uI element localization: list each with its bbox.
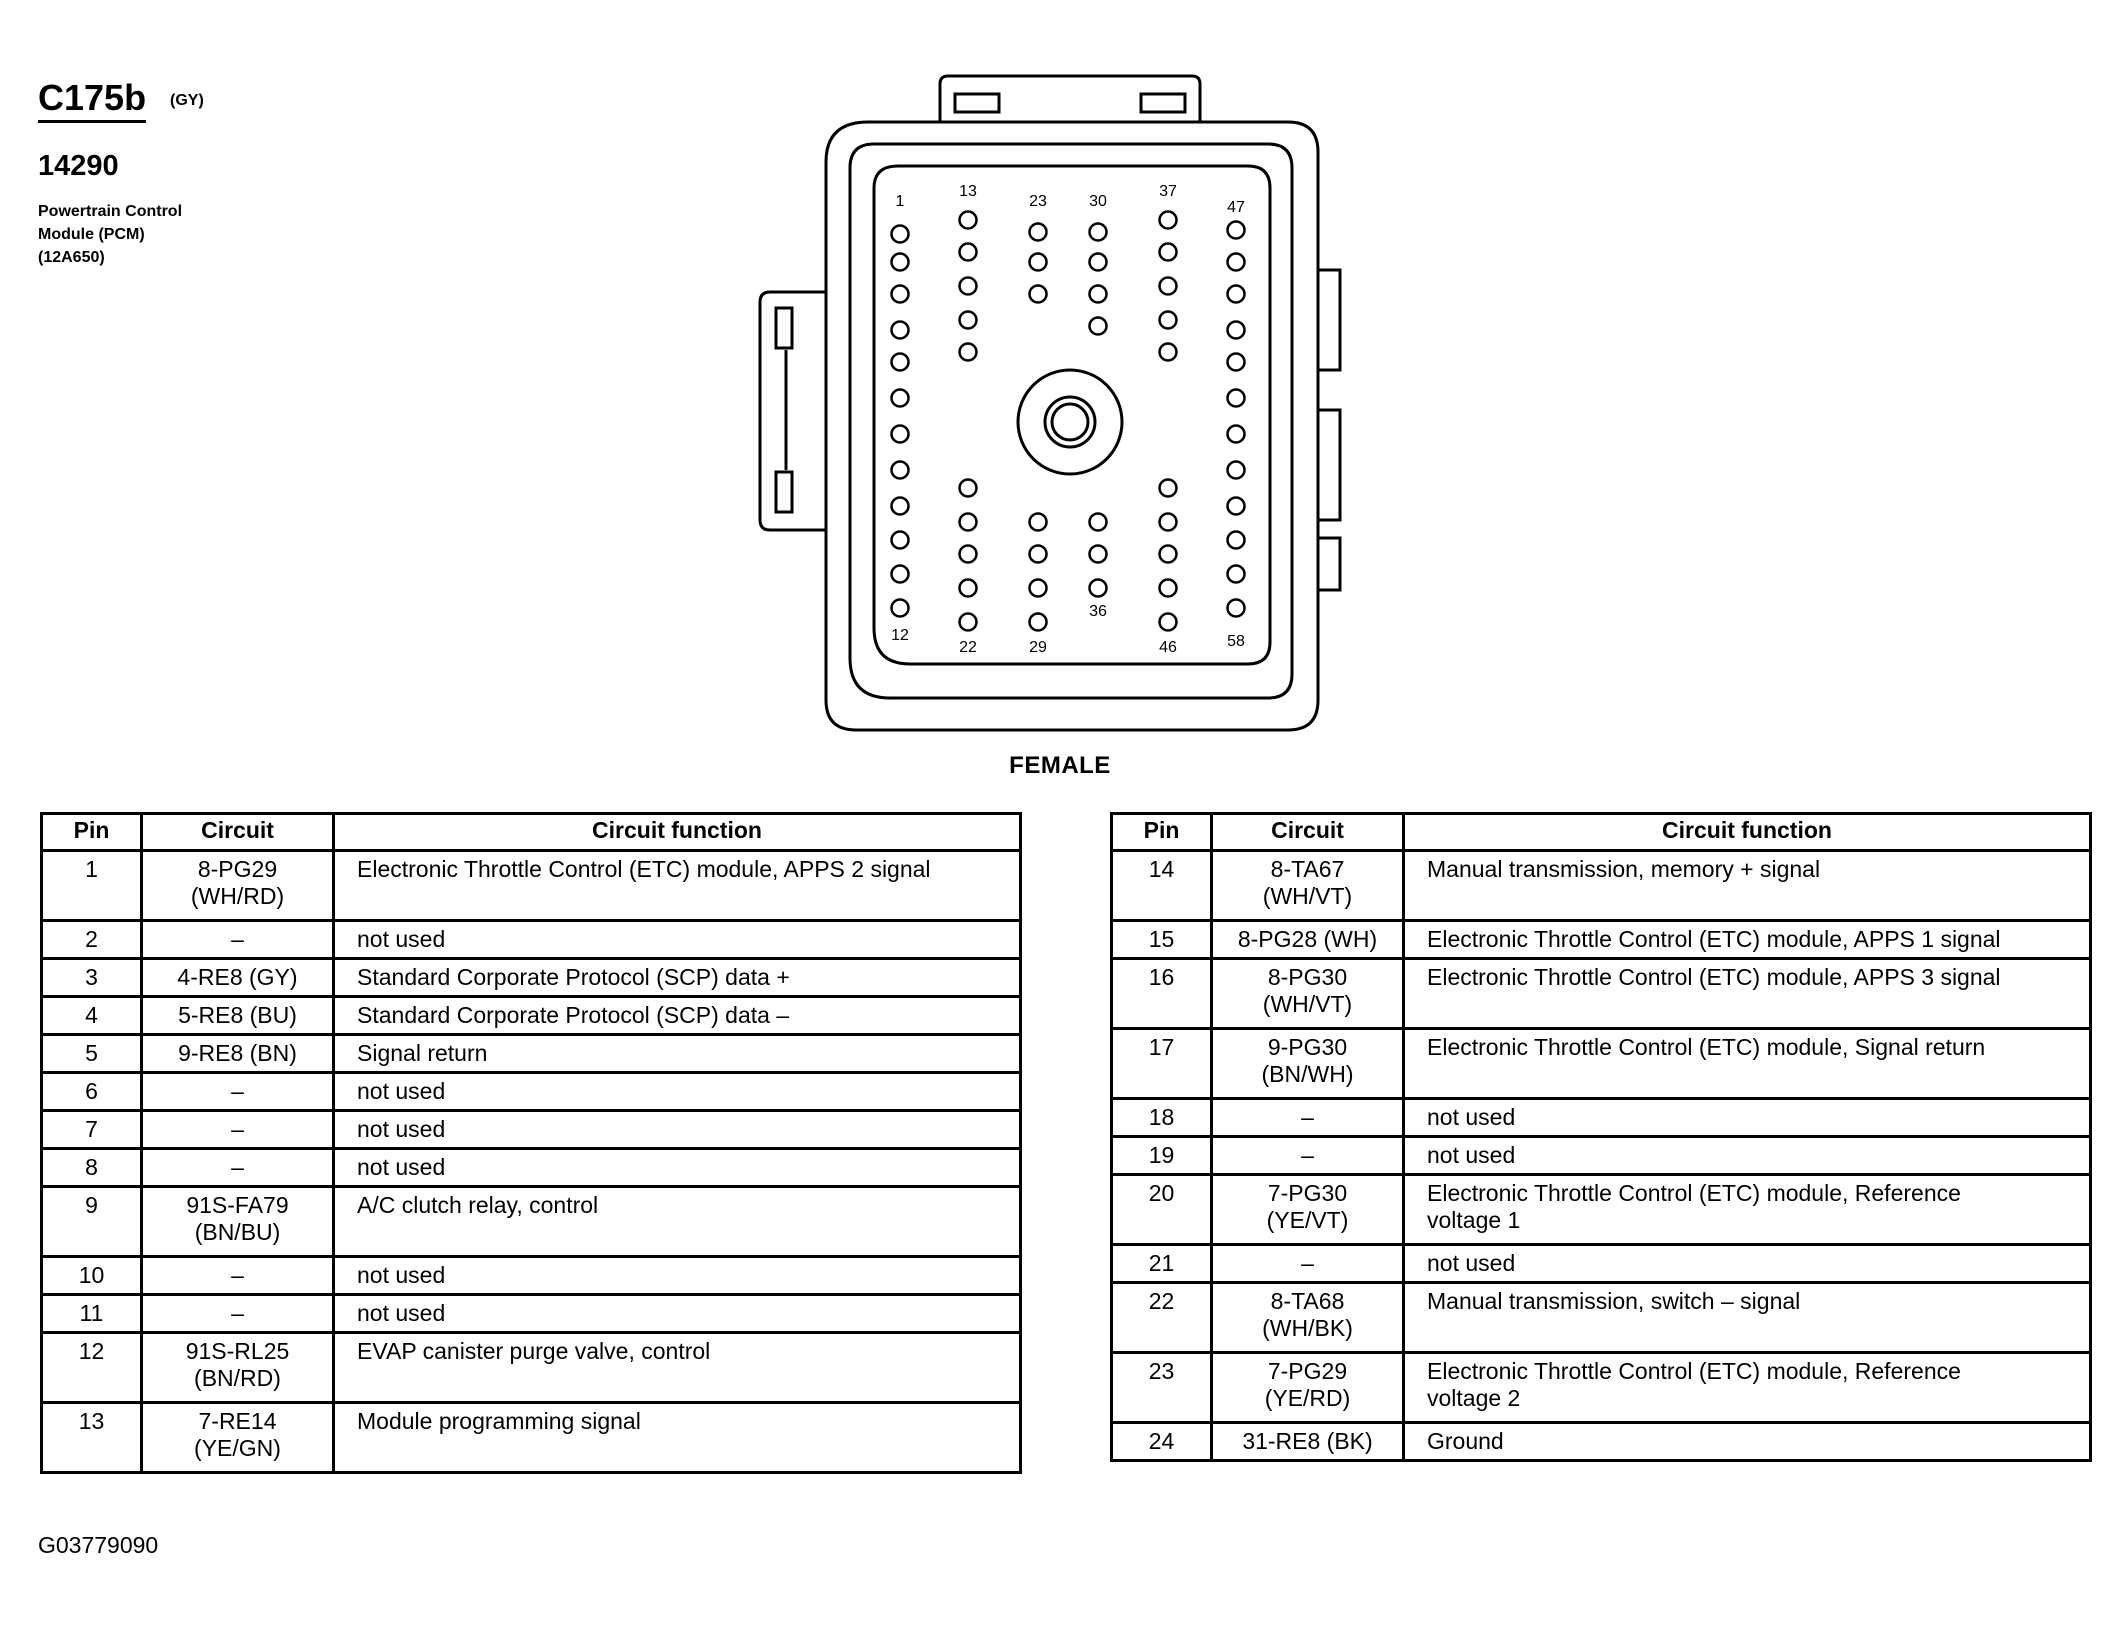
circuit-line: (WH/RD) <box>190 883 285 909</box>
function-line: not used <box>357 1262 446 1288</box>
pin-number-label: 37 <box>1159 183 1177 200</box>
function-line: not used <box>357 1300 446 1326</box>
circuit-function-cell <box>1404 1283 2091 1353</box>
pin-number-label: 46 <box>1159 639 1177 656</box>
circuit-function-cell <box>1404 1137 2091 1175</box>
circuit-cell <box>142 1149 334 1187</box>
pin-row <box>1112 851 2091 921</box>
figure-code: G03779090 <box>38 1532 159 1558</box>
pin-row <box>42 1111 1021 1149</box>
pin-row <box>42 851 1021 921</box>
pin-hole <box>1228 532 1245 549</box>
pin-hole <box>1030 514 1047 531</box>
pin-hole <box>892 532 909 549</box>
circuit-line: (YE/RD) <box>1264 1385 1351 1411</box>
circuit-function-cell <box>1404 851 2091 921</box>
circuit-line: – <box>231 1300 244 1326</box>
circuit-line: 4-RE8 (GY) <box>177 964 298 990</box>
circuit-line: – <box>231 1078 244 1104</box>
circuit-cell <box>1212 959 1404 1029</box>
pin-hole <box>892 322 909 339</box>
pin-number-cell: 12 <box>42 1333 142 1403</box>
pin-hole <box>1228 254 1245 271</box>
circuit-function-cell <box>1404 1099 2091 1137</box>
pin-row <box>1112 1029 2091 1099</box>
pin-row <box>1112 1099 2091 1137</box>
circuit-line: – <box>231 1262 244 1288</box>
circuit-function-cell <box>334 1403 1021 1473</box>
connector-face-diagram <box>740 70 1380 750</box>
pin-hole <box>960 514 977 531</box>
circuit-cell <box>142 1257 334 1295</box>
pin-hole <box>1160 614 1177 631</box>
circuit-line: 9-RE8 (BN) <box>178 1040 297 1066</box>
circuit-line: 91S-RL25 <box>185 1338 290 1364</box>
pin-number-cell: 8 <box>42 1149 142 1187</box>
circuit-function-cell <box>334 1149 1021 1187</box>
circuit-function-cell <box>334 1333 1021 1403</box>
circuit-cell <box>1212 1423 1404 1461</box>
function-line: Manual transmission, memory + signal <box>1427 856 1821 882</box>
pin-hole <box>1160 278 1177 295</box>
circuit-function-cell <box>334 997 1021 1035</box>
pin-hole <box>960 580 977 597</box>
pin-hole <box>1160 312 1177 329</box>
circuit-cell <box>142 1035 334 1073</box>
function-line: Module programming signal <box>357 1408 641 1434</box>
circuit-line: (YE/GN) <box>194 1435 281 1461</box>
circuit-line: – <box>1301 1142 1314 1168</box>
pin-row <box>42 1035 1021 1073</box>
pin-column-header: Pin <box>1112 814 1212 851</box>
pin-number-cell: 18 <box>1112 1099 1212 1137</box>
circuit-function-cell <box>334 1257 1021 1295</box>
pin-number-cell: 3 <box>42 959 142 997</box>
pin-hole <box>1030 224 1047 241</box>
pin-number-cell: 13 <box>42 1403 142 1473</box>
circuit-line: 7-PG30 <box>1267 1180 1348 1206</box>
pin-hole <box>892 254 909 271</box>
pin-hole <box>1160 480 1177 497</box>
pin-number-cell: 22 <box>1112 1283 1212 1353</box>
pin-number-cell: 1 <box>42 851 142 921</box>
pin-hole <box>960 546 977 563</box>
pin-hole <box>1030 614 1047 631</box>
pin-hole <box>892 498 909 515</box>
pin-row <box>42 1295 1021 1333</box>
pin-hole <box>1030 254 1047 271</box>
pin-hole <box>1228 286 1245 303</box>
table-header-row <box>1112 814 2091 851</box>
circuit-line: 31-RE8 (BK) <box>1242 1428 1373 1454</box>
function-line: Electronic Throttle Control (ETC) module, APPS 1 signal <box>1427 926 2001 952</box>
function-line: not used <box>357 1154 446 1180</box>
pin-hole <box>1090 546 1107 563</box>
pin-row <box>1112 1137 2091 1175</box>
circuit-line: 9-PG30 <box>1267 1034 1348 1060</box>
circuit-cell <box>142 959 334 997</box>
pin-number-cell: 4 <box>42 997 142 1035</box>
pin-hole <box>1160 344 1177 361</box>
circuit-column-header: Circuit <box>1212 814 1404 851</box>
circuit-function-cell <box>1404 1353 2091 1423</box>
function-line: Ground <box>1427 1428 1504 1454</box>
pin-hole <box>1160 244 1177 261</box>
module-description <box>38 200 182 269</box>
pin-number-cell: 15 <box>1112 921 1212 959</box>
pin-hole <box>1090 224 1107 241</box>
circuit-cell <box>1212 921 1404 959</box>
pin-hole <box>960 212 977 229</box>
pin-number-label: 22 <box>959 639 977 656</box>
connector-code: C175b <box>38 78 146 123</box>
pin-hole <box>1228 390 1245 407</box>
pin-row <box>1112 1245 2091 1283</box>
pin-numbers <box>891 183 1245 656</box>
function-line: Electronic Throttle Control (ETC) module, APPS 2 signal <box>357 856 931 882</box>
pin-hole <box>1090 318 1107 335</box>
circuit-function-cell <box>1404 1245 2091 1283</box>
pin-row <box>42 1187 1021 1257</box>
pin-column-header: Pin <box>42 814 142 851</box>
pin-hole <box>1228 322 1245 339</box>
circuit-function-cell <box>1404 1175 2091 1245</box>
pin-number-cell: 17 <box>1112 1029 1212 1099</box>
function-line: voltage 2 <box>1427 1385 1521 1411</box>
circuit-cell <box>1212 1245 1404 1283</box>
function-line: not used <box>357 1116 446 1142</box>
circuit-cell <box>1212 1283 1404 1353</box>
pin-row <box>42 1403 1021 1473</box>
pin-number-label: 13 <box>959 183 977 200</box>
circuit-function-cell <box>334 921 1021 959</box>
circuit-line: – <box>231 1116 244 1142</box>
circuit-line: – <box>231 1154 244 1180</box>
pin-number-cell: 5 <box>42 1035 142 1073</box>
pin-row <box>1112 1283 2091 1353</box>
circuit-line: – <box>1301 1104 1314 1130</box>
pin-hole <box>1030 580 1047 597</box>
circuit-function-cell <box>1404 1423 2091 1461</box>
pin-hole <box>960 244 977 261</box>
circuit-cell <box>1212 1099 1404 1137</box>
pin-row <box>42 1257 1021 1295</box>
pin-hole <box>960 278 977 295</box>
pin-hole <box>1160 546 1177 563</box>
function-line: not used <box>1427 1142 1516 1168</box>
pin-number-cell: 24 <box>1112 1423 1212 1461</box>
pin-hole <box>892 600 909 617</box>
circuit-function-cell <box>334 959 1021 997</box>
circuit-line: 7-RE14 <box>198 1408 277 1434</box>
pin-number-cell: 20 <box>1112 1175 1212 1245</box>
description-line: Module (PCM) <box>38 226 145 243</box>
pin-holes <box>892 212 1245 631</box>
pin-number-label: 58 <box>1227 633 1245 650</box>
pin-number-cell: 16 <box>1112 959 1212 1029</box>
function-column-header: Circuit function <box>1404 814 2091 851</box>
pin-number-cell: 23 <box>1112 1353 1212 1423</box>
circuit-cell <box>142 921 334 959</box>
circuit-line: (WH/VT) <box>1262 883 1353 909</box>
function-line: not used <box>357 926 446 952</box>
pin-table-left <box>40 812 1022 1474</box>
pin-hole <box>960 344 977 361</box>
circuit-line: – <box>1301 1250 1314 1276</box>
circuit-cell <box>142 1111 334 1149</box>
function-line: Standard Corporate Protocol (SCP) data – <box>357 1002 790 1028</box>
pin-number-label: 1 <box>895 193 905 210</box>
circuit-function-cell <box>334 1111 1021 1149</box>
circuit-line: (BN/RD) <box>194 1365 281 1391</box>
pin-hole <box>892 426 909 443</box>
circuit-cell <box>1212 1029 1404 1099</box>
connector-gender-label: FEMALE <box>1009 752 1111 779</box>
pin-row <box>42 1149 1021 1187</box>
circuit-line: 8-TA67 <box>1270 856 1345 882</box>
circuit-line: 8-PG28 (WH) <box>1237 926 1378 952</box>
circuit-cell <box>142 1333 334 1403</box>
pin-number-cell: 21 <box>1112 1245 1212 1283</box>
pin-hole <box>960 312 977 329</box>
pin-row <box>1112 1423 2091 1461</box>
pin-row <box>42 1333 1021 1403</box>
pin-hole <box>1228 426 1245 443</box>
part-number: 14290 <box>38 150 119 182</box>
function-line: not used <box>1427 1250 1516 1276</box>
circuit-cell <box>1212 1175 1404 1245</box>
pin-number-cell: 14 <box>1112 851 1212 921</box>
pin-number-label: 23 <box>1029 193 1047 210</box>
circuit-function-cell <box>334 1187 1021 1257</box>
circuit-line: 8-PG30 <box>1267 964 1348 990</box>
function-column-header: Circuit function <box>334 814 1021 851</box>
pin-row <box>42 959 1021 997</box>
pin-row <box>1112 1175 2091 1245</box>
circuit-cell <box>142 1187 334 1257</box>
function-line: Signal return <box>357 1040 488 1066</box>
function-line: EVAP canister purge valve, control <box>357 1338 711 1364</box>
pin-hole <box>1228 498 1245 515</box>
circuit-function-cell <box>1404 921 2091 959</box>
connector-color: (GY) <box>170 92 204 109</box>
function-line: not used <box>357 1078 446 1104</box>
pin-hole <box>1160 580 1177 597</box>
pin-number-label: 36 <box>1089 603 1107 620</box>
circuit-function-cell <box>334 1035 1021 1073</box>
description-line: Powertrain Control <box>38 203 183 220</box>
pin-hole <box>892 354 909 371</box>
pin-number-cell: 2 <box>42 921 142 959</box>
pin-number-cell: 7 <box>42 1111 142 1149</box>
function-line: Electronic Throttle Control (ETC) module, Signal return <box>1427 1034 1986 1060</box>
circuit-function-cell <box>334 851 1021 921</box>
circuit-line: 8-PG29 <box>197 856 278 882</box>
pin-hole <box>960 480 977 497</box>
circuit-function-cell <box>1404 959 2091 1029</box>
circuit-column-header: Circuit <box>142 814 334 851</box>
pin-number-label: 47 <box>1227 199 1245 216</box>
circuit-function-cell <box>334 1073 1021 1111</box>
table-header-row <box>42 814 1021 851</box>
circuit-line: (BN/BU) <box>194 1219 281 1245</box>
pin-number-label: 29 <box>1029 639 1047 656</box>
circuit-cell <box>142 997 334 1035</box>
pin-row <box>42 1073 1021 1111</box>
function-line: not used <box>1427 1104 1516 1130</box>
pin-number-cell: 6 <box>42 1073 142 1111</box>
pin-number-cell: 11 <box>42 1295 142 1333</box>
circuit-function-cell <box>334 1295 1021 1333</box>
pin-hole <box>1030 286 1047 303</box>
circuit-line: (YE/VT) <box>1266 1207 1349 1233</box>
pin-hole <box>892 566 909 583</box>
pin-row <box>1112 921 2091 959</box>
pin-number-label: 12 <box>891 627 909 644</box>
pin-hole <box>1030 546 1047 563</box>
circuit-cell <box>1212 1137 1404 1175</box>
circuit-line: – <box>231 926 244 952</box>
pin-hole <box>960 614 977 631</box>
pin-hole <box>1228 222 1245 239</box>
pin-hole <box>1228 354 1245 371</box>
pin-row <box>1112 959 2091 1029</box>
pin-hole <box>892 226 909 243</box>
circuit-line: (WH/VT) <box>1262 991 1353 1017</box>
pin-hole <box>892 462 909 479</box>
pin-hole <box>892 390 909 407</box>
circuit-cell <box>1212 1353 1404 1423</box>
function-line: Standard Corporate Protocol (SCP) data + <box>357 964 790 990</box>
description-line: (12A650) <box>38 249 105 266</box>
pin-row <box>42 921 1021 959</box>
function-line: A/C clutch relay, control <box>357 1192 599 1218</box>
pin-hole <box>1090 514 1107 531</box>
pin-row <box>42 997 1021 1035</box>
circuit-line: 8-TA68 <box>1270 1288 1345 1314</box>
circuit-cell <box>142 1073 334 1111</box>
pin-number-cell: 10 <box>42 1257 142 1295</box>
circuit-function-cell <box>1404 1029 2091 1099</box>
circuit-line: 7-PG29 <box>1267 1358 1348 1384</box>
circuit-cell <box>142 851 334 921</box>
function-line: Manual transmission, switch – signal <box>1427 1288 1801 1314</box>
pin-hole <box>1228 566 1245 583</box>
circuit-line: 5-RE8 (BU) <box>178 1002 297 1028</box>
connector-housing <box>760 76 1340 730</box>
circuit-cell <box>142 1295 334 1333</box>
pin-hole <box>1160 514 1177 531</box>
pin-hole <box>892 286 909 303</box>
pin-hole <box>1090 254 1107 271</box>
circuit-line: (BN/WH) <box>1261 1061 1354 1087</box>
pin-hole <box>1090 286 1107 303</box>
circuit-line: (WH/BK) <box>1262 1315 1353 1341</box>
function-line: Electronic Throttle Control (ETC) module, APPS 3 signal <box>1427 964 2001 990</box>
pin-number-cell: 9 <box>42 1187 142 1257</box>
pin-hole <box>1228 462 1245 479</box>
circuit-cell <box>142 1403 334 1473</box>
pin-table-right <box>1110 812 2092 1462</box>
function-line: Electronic Throttle Control (ETC) module, Reference <box>1427 1180 1961 1206</box>
circuit-cell <box>1212 851 1404 921</box>
pin-number-label: 30 <box>1089 193 1107 210</box>
pin-hole <box>1090 580 1107 597</box>
pin-number-cell: 19 <box>1112 1137 1212 1175</box>
pin-row <box>1112 1353 2091 1423</box>
pin-hole <box>1228 600 1245 617</box>
circuit-line: 91S-FA79 <box>186 1192 289 1218</box>
function-line: voltage 1 <box>1427 1207 1521 1233</box>
function-line: Electronic Throttle Control (ETC) module, Reference <box>1427 1358 1961 1384</box>
pin-hole <box>1160 212 1177 229</box>
